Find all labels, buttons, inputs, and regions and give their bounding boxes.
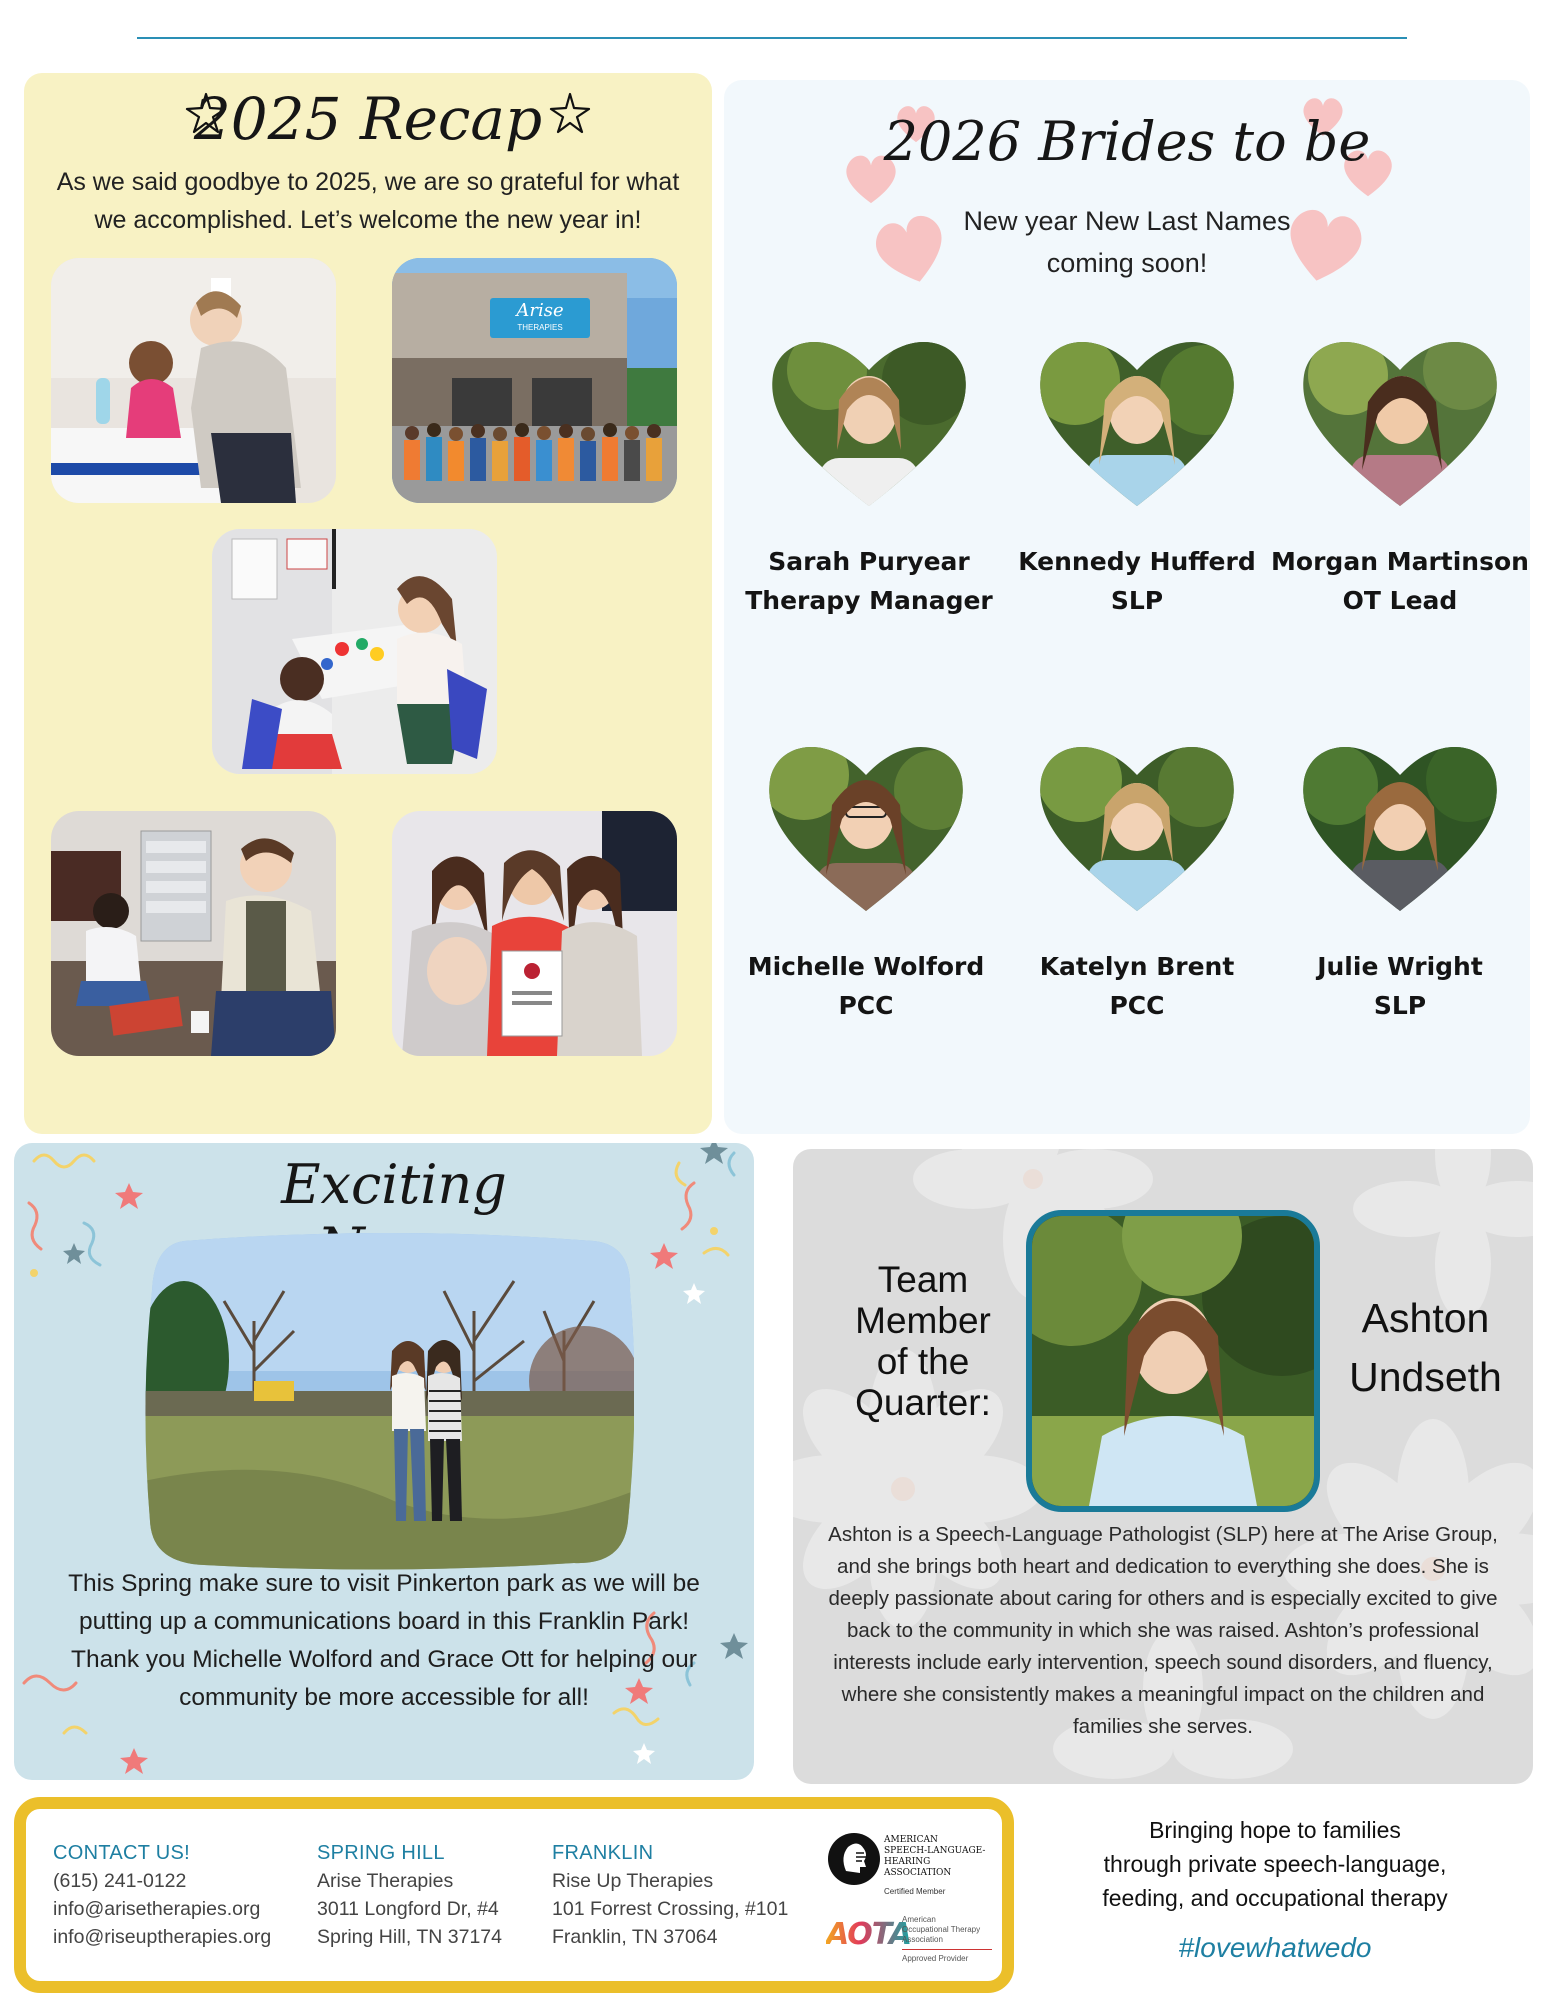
bride-portrait <box>1298 330 1502 508</box>
contact-phone[interactable]: (615) 241-0122 <box>53 1870 187 1892</box>
storefront-sign <box>490 298 590 338</box>
exciting-news-panel <box>14 1143 754 1780</box>
storefront-sign-subtext: THERAPIES <box>517 323 563 332</box>
recap-title: 2025 Recap <box>193 85 543 153</box>
tagline-line2: through private speech-language, <box>1103 1851 1447 1877</box>
bride-card <box>739 330 999 620</box>
spring-hill-address: 3011 Longford Dr, #4 <box>317 1898 499 1920</box>
bride-portrait <box>1035 330 1239 508</box>
spring-hill-city: Spring Hill, TN 37174 <box>317 1926 502 1948</box>
bride-role: SLP <box>1110 586 1164 615</box>
bride-role: PCC <box>1109 991 1165 1020</box>
aota-line2: Occupational Therapy <box>902 1925 981 1934</box>
bride-name: Julie Wright <box>1317 952 1483 981</box>
tagline-line1: Bringing hope to families <box>1149 1817 1401 1843</box>
franklin-heading: FRANKLIN <box>552 1842 654 1864</box>
clinic-building-team-photo <box>392 258 677 503</box>
contact-heading: CONTACT US! <box>53 1842 191 1864</box>
therapy-session-photo <box>51 258 336 503</box>
asha-line2: SPEECH-LANGUAGE- <box>884 1846 986 1856</box>
footer-tagline <box>1040 1813 1510 1915</box>
tagline-line3: feeding, and occupational therapy <box>1102 1885 1448 1911</box>
bride-name: Morgan Martinson <box>1271 547 1529 576</box>
bride-name: Michelle Wolford <box>747 952 985 981</box>
team-member-panel <box>793 1149 1533 1784</box>
bride-portrait <box>767 330 971 508</box>
aota-line1: American <box>902 1915 936 1924</box>
exciting-news-body: This Spring make sure to visit Pinkerton park as we will be putting up a communications board in this Franklin Park! Thank you Michelle Wolford and Grace Ott for helping our community be more accessible for all! <box>68 1570 700 1711</box>
contact-box <box>14 1797 1014 1993</box>
bride-role: PCC <box>838 991 894 1020</box>
brides-subtitle-line2: coming soon! <box>1046 248 1208 278</box>
bride-card <box>1270 330 1530 620</box>
brides-subtitle <box>927 200 1327 284</box>
brides-title: 2026 Brides to be <box>883 110 1371 173</box>
asha-line1: AMERICAN <box>884 1835 938 1845</box>
brides-panel <box>724 80 1530 1134</box>
bride-role: SLP <box>1373 991 1427 1020</box>
bride-role: OT Lead <box>1342 586 1458 615</box>
asha-line3: HEARING <box>884 1857 931 1867</box>
team-member-label-line2: Member <box>855 1300 991 1341</box>
spring-hill-heading: SPRING HILL <box>317 1842 445 1864</box>
team-member-first-name: Ashton <box>1361 1295 1490 1341</box>
play-therapy-photo <box>212 529 497 774</box>
aota-badge: Approved Provider <box>902 1949 992 1963</box>
franklin-column <box>552 1839 788 1951</box>
contact-email-riseup[interactable]: info@riseuptherapies.org <box>53 1926 272 1948</box>
asha-badge: Certified Member <box>884 1887 946 1896</box>
team-member-label-line1: Team <box>877 1259 969 1300</box>
storefront-sign-text: Arise <box>516 300 564 321</box>
spring-hill-name: Arise Therapies <box>317 1870 454 1892</box>
footer-hashtag: #lovewhatwedo <box>1178 1932 1372 1963</box>
floor-play-photo <box>51 811 336 1056</box>
asha-logo <box>826 1831 986 1903</box>
bride-card <box>1007 735 1267 1025</box>
team-member-label-line3: of the <box>876 1341 970 1382</box>
team-member-portrait <box>1026 1210 1320 1512</box>
asha-head-icon <box>826 1831 882 1887</box>
asha-line4: ASSOCIATION <box>884 1868 952 1878</box>
team-member-name <box>1318 1289 1533 1407</box>
aota-mark: AOTA <box>826 1917 912 1952</box>
bride-card <box>736 735 996 1025</box>
bride-card <box>1270 735 1530 1025</box>
franklin-address: 101 Forrest Crossing, #101 <box>552 1898 789 1920</box>
aota-line3: Association <box>902 1935 943 1944</box>
bride-card <box>1007 330 1267 620</box>
bride-name: Katelyn Brent <box>1039 952 1235 981</box>
bride-name: Sarah Puryear <box>768 547 970 576</box>
recap-intro: As we said goodbye to 2025, we are so grateful for what we accomplished. Let’s welcome the new year in! <box>56 168 680 234</box>
top-divider <box>137 37 1407 39</box>
bride-portrait <box>1298 735 1502 913</box>
team-member-label-line4: Quarter: <box>855 1382 991 1423</box>
exciting-news-title: Exciting <box>281 1153 507 1216</box>
team-member-bio: Ashton is a Speech-Language Pathologist (SLP) here at The Arise Group, and she brings both heart and dedication to everything she does. She is deeply passionate about caring for others and is especially excited to give back to the community in which she was raised. Ashton’s professional interests include early intervention, speech sound disorders, and fluency, where she consistently makes a meaningful impact on the children and families she serves. <box>828 1523 1498 1738</box>
pinkerton-park-photo <box>144 1231 634 1571</box>
bride-portrait <box>764 735 968 913</box>
contact-column <box>53 1839 271 1951</box>
bride-role: Therapy Manager <box>745 586 993 615</box>
contact-email-arise[interactable]: info@arisetherapies.org <box>53 1898 261 1920</box>
asha-wordmark <box>884 1835 985 1879</box>
franklin-name: Rise Up Therapies <box>552 1870 714 1892</box>
team-member-last-name: Undseth <box>1349 1354 1502 1400</box>
team-member-label <box>813 1259 1033 1423</box>
franklin-city: Franklin, TN 37064 <box>552 1926 718 1948</box>
recap-panel <box>24 73 712 1134</box>
aota-logo <box>826 1913 996 1973</box>
bride-name: Kennedy Hufferd <box>1018 547 1256 576</box>
brides-subtitle-line1: New year New Last Names <box>963 206 1291 236</box>
team-with-certificate-photo <box>392 811 677 1056</box>
spring-hill-column <box>317 1839 502 1951</box>
bride-portrait <box>1035 735 1239 913</box>
aota-wordmark <box>902 1915 980 1945</box>
